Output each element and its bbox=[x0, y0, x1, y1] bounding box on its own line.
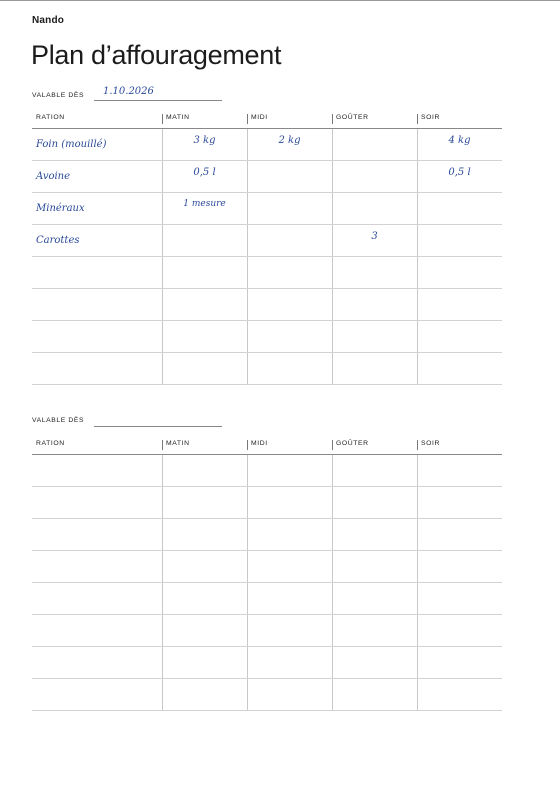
cell-midi[interactable] bbox=[247, 679, 332, 711]
handwritten-entry: 0,5 l bbox=[193, 167, 216, 178]
cell-matin[interactable] bbox=[162, 257, 247, 289]
cell-gouter[interactable] bbox=[332, 321, 417, 353]
handwritten-entry: 4 kg bbox=[448, 135, 471, 146]
handwritten-entry: 1 mesure bbox=[183, 199, 226, 209]
cell-ration[interactable] bbox=[32, 129, 162, 161]
cell-soir[interactable] bbox=[417, 615, 502, 647]
cell-midi[interactable] bbox=[247, 487, 332, 519]
cell-ration[interactable] bbox=[32, 161, 162, 193]
table-row bbox=[32, 583, 502, 615]
cell-matin[interactable] bbox=[162, 225, 247, 257]
cell-soir[interactable] bbox=[417, 353, 502, 385]
table-row bbox=[32, 225, 502, 257]
cell-soir[interactable] bbox=[417, 679, 502, 711]
cell-midi[interactable] bbox=[247, 615, 332, 647]
column-header-gouter: GOÛTER bbox=[336, 114, 369, 121]
column-header-matin: MATIN bbox=[166, 114, 190, 121]
header-separator bbox=[247, 440, 248, 450]
table-row bbox=[32, 647, 502, 679]
page-title: Plan d’affouragement bbox=[31, 40, 282, 70]
table-row bbox=[32, 289, 502, 321]
cell-midi[interactable] bbox=[247, 321, 332, 353]
cell-midi[interactable] bbox=[247, 289, 332, 321]
cell-gouter[interactable] bbox=[332, 551, 417, 583]
cell-gouter[interactable] bbox=[332, 487, 417, 519]
handwritten-entry: Minéraux bbox=[36, 203, 85, 214]
cell-gouter[interactable] bbox=[332, 519, 417, 551]
cell-ration[interactable] bbox=[32, 519, 162, 551]
table-row bbox=[32, 615, 502, 647]
table-row bbox=[32, 193, 502, 225]
handwritten-entry: Foin (mouillé) bbox=[36, 139, 107, 150]
header-separator bbox=[332, 114, 333, 124]
cell-matin[interactable] bbox=[162, 647, 247, 679]
handwritten-entry: Carottes bbox=[36, 235, 80, 246]
handwritten-entry: Avoine bbox=[36, 171, 71, 182]
cell-ration[interactable] bbox=[32, 455, 162, 487]
header-separator bbox=[417, 114, 418, 124]
cell-midi[interactable] bbox=[247, 161, 332, 193]
table-header bbox=[32, 113, 502, 125]
cell-ration[interactable] bbox=[32, 257, 162, 289]
handwritten-entry: 3 bbox=[371, 231, 378, 242]
cell-midi[interactable] bbox=[247, 193, 332, 225]
valid-from-label: VALABLE DÈS bbox=[32, 92, 85, 99]
header-separator bbox=[162, 114, 163, 124]
cell-midi[interactable] bbox=[247, 583, 332, 615]
table-row bbox=[32, 551, 502, 583]
cell-matin[interactable] bbox=[162, 679, 247, 711]
cell-ration[interactable] bbox=[32, 615, 162, 647]
table-row bbox=[32, 353, 502, 385]
feeding-table bbox=[32, 113, 502, 384]
horse-name: Nando bbox=[32, 15, 65, 26]
cell-gouter[interactable] bbox=[332, 129, 417, 161]
cell-ration[interactable] bbox=[32, 225, 162, 257]
cell-ration[interactable] bbox=[32, 193, 162, 225]
valid-from-label: VALABLE DÈS bbox=[32, 417, 85, 424]
cell-matin[interactable] bbox=[162, 519, 247, 551]
page-top-border bbox=[0, 0, 560, 1]
cell-ration[interactable] bbox=[32, 289, 162, 321]
cell-gouter[interactable] bbox=[332, 257, 417, 289]
cell-gouter[interactable] bbox=[332, 679, 417, 711]
cell-matin[interactable] bbox=[162, 193, 247, 225]
handwritten-entry: 2 kg bbox=[278, 135, 301, 146]
table-row bbox=[32, 321, 502, 353]
cell-midi[interactable] bbox=[247, 455, 332, 487]
column-header-ration: RATION bbox=[36, 114, 65, 121]
cell-gouter[interactable] bbox=[332, 225, 417, 257]
cell-soir[interactable] bbox=[417, 519, 502, 551]
cell-gouter[interactable] bbox=[332, 161, 417, 193]
cell-soir[interactable] bbox=[417, 321, 502, 353]
column-header-midi: MIDI bbox=[251, 114, 268, 121]
cell-matin[interactable] bbox=[162, 321, 247, 353]
cell-soir[interactable] bbox=[417, 583, 502, 615]
cell-matin[interactable] bbox=[162, 455, 247, 487]
column-header-gouter: GOÛTER bbox=[336, 440, 369, 447]
handwritten-entry: 3 kg bbox=[193, 135, 216, 146]
cell-ration[interactable] bbox=[32, 487, 162, 519]
cell-midi[interactable] bbox=[247, 225, 332, 257]
cell-ration[interactable] bbox=[32, 647, 162, 679]
cell-matin[interactable] bbox=[162, 289, 247, 321]
column-header-soir: SOIR bbox=[421, 114, 441, 121]
cell-soir[interactable] bbox=[417, 225, 502, 257]
table-row bbox=[32, 519, 502, 551]
cell-soir[interactable] bbox=[417, 193, 502, 225]
cell-ration[interactable] bbox=[32, 583, 162, 615]
cell-matin[interactable] bbox=[162, 353, 247, 385]
cell-gouter[interactable] bbox=[332, 353, 417, 385]
cell-soir[interactable] bbox=[417, 487, 502, 519]
table-row bbox=[32, 129, 502, 161]
cell-matin[interactable] bbox=[162, 129, 247, 161]
cell-gouter[interactable] bbox=[332, 647, 417, 679]
table-row bbox=[32, 161, 502, 193]
table-row bbox=[32, 487, 502, 519]
cell-midi[interactable] bbox=[247, 257, 332, 289]
header-separator bbox=[332, 440, 333, 450]
cell-ration[interactable] bbox=[32, 551, 162, 583]
cell-gouter[interactable] bbox=[332, 615, 417, 647]
valid-from-line bbox=[94, 426, 222, 427]
cell-matin[interactable] bbox=[162, 487, 247, 519]
table-row bbox=[32, 257, 502, 289]
cell-ration[interactable] bbox=[32, 353, 162, 385]
column-header-ration: RATION bbox=[36, 440, 65, 447]
cell-soir[interactable] bbox=[417, 257, 502, 289]
feeding-table bbox=[32, 439, 502, 710]
valid-from-line bbox=[94, 100, 222, 101]
cell-soir[interactable] bbox=[417, 647, 502, 679]
cell-midi[interactable] bbox=[247, 129, 332, 161]
table-header bbox=[32, 439, 502, 451]
cell-midi[interactable] bbox=[247, 551, 332, 583]
handwritten-entry: 0,5 l bbox=[448, 167, 471, 178]
cell-ration[interactable] bbox=[32, 679, 162, 711]
valid-from-value[interactable]: 1.10.2026 bbox=[103, 86, 154, 97]
cell-midi[interactable] bbox=[247, 353, 332, 385]
cell-gouter[interactable] bbox=[332, 583, 417, 615]
column-header-midi: MIDI bbox=[251, 440, 268, 447]
cell-soir[interactable] bbox=[417, 161, 502, 193]
cell-midi[interactable] bbox=[247, 519, 332, 551]
header-separator bbox=[417, 440, 418, 450]
header-separator bbox=[162, 440, 163, 450]
column-header-soir: SOIR bbox=[421, 440, 441, 447]
cell-gouter[interactable] bbox=[332, 455, 417, 487]
cell-matin[interactable] bbox=[162, 161, 247, 193]
cell-ration[interactable] bbox=[32, 321, 162, 353]
cell-gouter[interactable] bbox=[332, 193, 417, 225]
header-separator bbox=[247, 114, 248, 124]
table-row bbox=[32, 679, 502, 711]
cell-gouter[interactable] bbox=[332, 289, 417, 321]
cell-matin[interactable] bbox=[162, 615, 247, 647]
cell-matin[interactable] bbox=[162, 551, 247, 583]
cell-soir[interactable] bbox=[417, 455, 502, 487]
cell-matin[interactable] bbox=[162, 583, 247, 615]
cell-midi[interactable] bbox=[247, 647, 332, 679]
cell-soir[interactable] bbox=[417, 551, 502, 583]
table-row bbox=[32, 455, 502, 487]
cell-soir[interactable] bbox=[417, 289, 502, 321]
column-header-matin: MATIN bbox=[166, 440, 190, 447]
cell-soir[interactable] bbox=[417, 129, 502, 161]
